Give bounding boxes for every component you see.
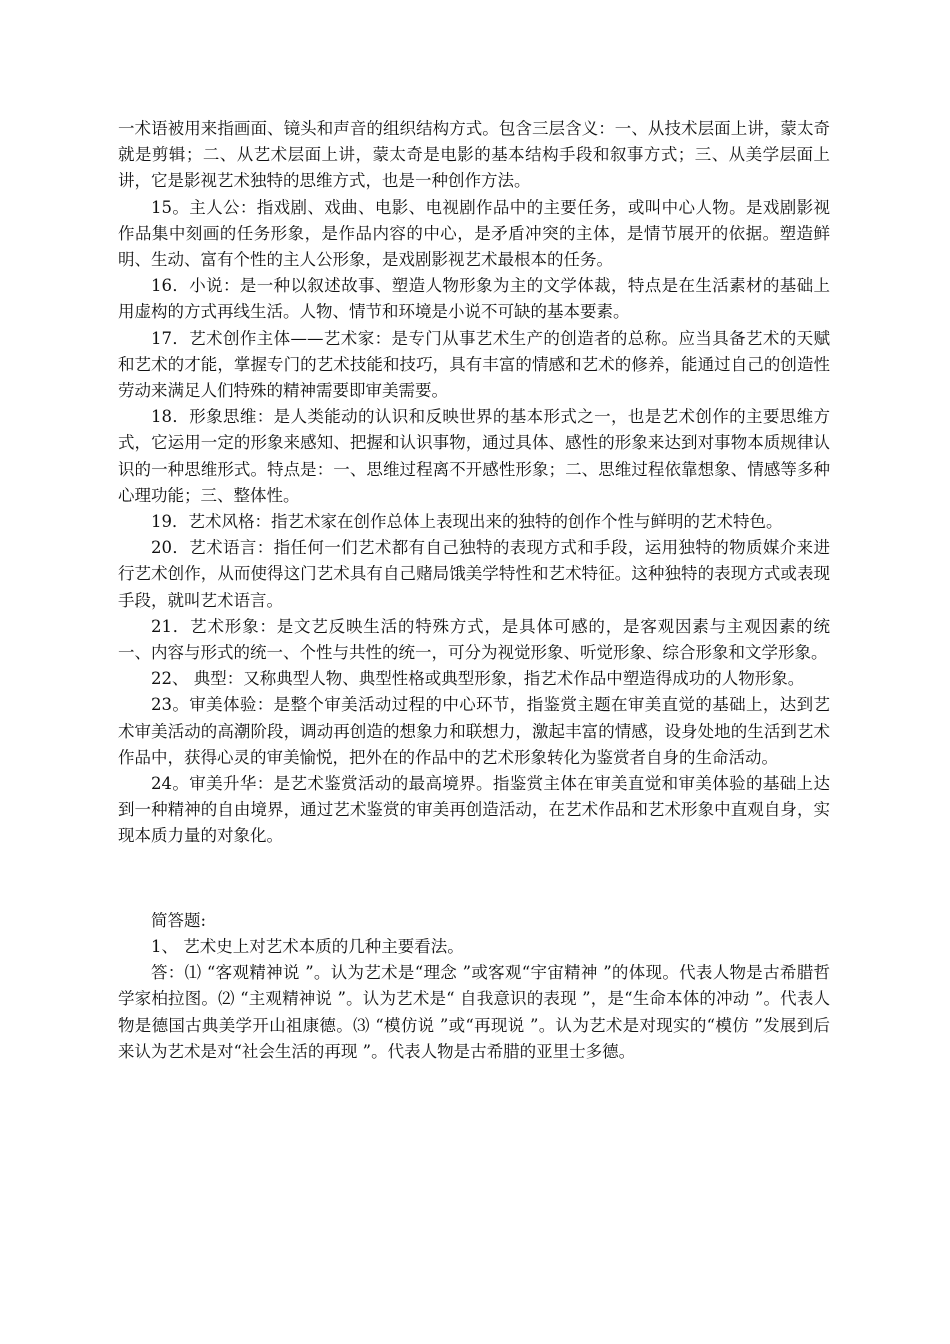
term-entry-23: 23。审美体验：是整个审美活动过程的中心环节，指鉴赏主题在审美直觉的基础上，达到艺术审美活动的高潮阶段，调动再创造的想象力和联想力，激起丰富的情感，设身处地的生活到艺术作品中，获得心灵的审美愉悦，把外在的作品中的艺术形象转化为鉴赏者自身的生命活动。 [118,695,830,767]
document-page [118,116,830,1065]
term-entry-24: 24。审美升华：是艺术鉴赏活动的最高境界。指鉴赏主体在审美直觉和审美体验的基础上达到一种精神的自由境界，通过艺术鉴赏的审美再创造活动，在艺术作品和艺术形象中直观自身，实现本质力量的对象化。 [118,774,830,846]
short-answer-question-1: 1、 艺术史上对艺术本质的几种主要看法。 [151,936,464,956]
term-entry-20: 20．艺术语言：指任何一们艺术都有自己独特的表现方式和手段，运用独特的物质媒介来进行艺术创作，从而使得这门艺术具有自己赌局饿美学特性和艺术特征。这种独特的表现方式或表现手段，就叫艺术语言。 [118,538,830,610]
term-entry-21: 21．艺术形象：是文艺反映生活的特殊方式，是具体可感的，是客观因素与主观因素的统一、内容与形式的统一、个性与共性的统一，可分为视觉形象、听觉形象、综合形象和文学形象。 [118,616,830,663]
term-entry-18: 18．形象思维：是人类能动的认识和反映世界的基本形式之一，也是艺术创作的主要思维方式，它运用一定的形象来感知、把握和认识事物，通过具体、感性的形象来达到对事物本质规律认识的一种思维形式。特点是：一、思维过程离不开感性形象；二、思维过程依靠想象、情感等多种心理功能；三、整体性。 [118,407,830,505]
term-entry-17: 17．艺术创作主体——艺术家：是专门从事艺术生产的创造者的总称。应当具备艺术的天赋和艺术的才能，掌握专门的艺术技能和技巧，具有丰富的情感和艺术的修养，能通过自己的创造性劳动来满足人们特殊的精神需要即审美需要。 [118,328,830,401]
term-entry-15: 15。主人公：指戏剧、戏曲、电影、电视剧作品中的主要任务，或叫中心人物。是戏剧影视作品集中刻画的任务形象，是作品内容的中心，是矛盾冲突的主体，是情节展开的依据。塑造鲜明、生动、富有个性的主人公形象，是戏剧影视艺术最根本的任务。 [118,197,830,270]
term-entry-16: 16．小说：是一种以叙述故事、塑造人物形象为主的文学体裁，特点是在生活素材的基础上用虚构的方式再线生活。人物、情节和环境是小说不可缺的基本要素。 [118,276,830,322]
term-entry-19: 19．艺术风格：指艺术家在创作总体上表现出来的独特的创作个性与鲜明的艺术特色。 [151,512,783,532]
short-answer-heading: 简答题: [151,910,207,930]
short-answer-answer-1: 答：⑴ “客观精神说 ”。认为艺术是“理念 ”或客观“宇宙精神 ”的体现。代表人物是古希腊哲学家柏拉图。⑵ “主观精神说 ”。认为艺术是“ 自我意识的表现 ”，是“生命本体的冲动 ”。代表人物是德国古典美学开山祖康德。⑶ “模仿说 ”或“再现说 ”。认为艺术是对现实的“模仿 ”发展到后来认为艺术是对“社会生活的再现 ”。代表人物是古希腊的亚里士多德。 [118,963,830,1061]
term-entry-22: 22、 典型：又称典型人物、典型性格或典型形象，指艺术作品中塑造得成功的人物形象。 [151,669,805,689]
montage-definition-continuation: 一术语被用来指画面、镜头和声音的组织结构方式。包含三层含义：一、从技术层面上讲，蒙太奇就是剪辑；二、从艺术层面上讲，蒙太奇是电影的基本结构手段和叙事方式；三、从美学层面上讲，它是影视艺术独特的思维方式，也是一种创作方法。 [118,119,830,191]
